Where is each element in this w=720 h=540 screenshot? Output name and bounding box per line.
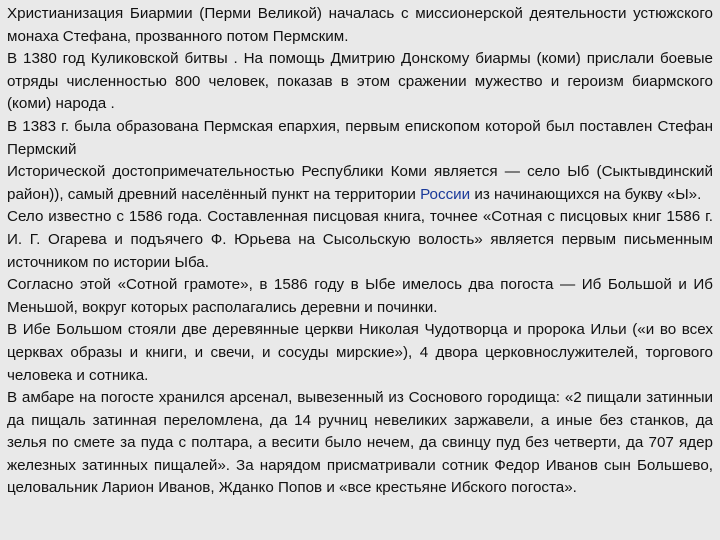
paragraph-village-yb-tail: из начинающихся на букву «Ы». (470, 185, 702, 203)
russia-link[interactable]: России (420, 185, 471, 203)
paragraph-christianization: Христианизация Биармии (Перми Великой) началась с миссионерской деятельности устюжского монаха Стефана, прозванного потом Пермским. (7, 5, 713, 45)
paragraph-village-yb-text: Исторической достопримечательностью Республики Коми является — село Ыб (Сыктывдинский район)), самый древний населённый пункт на территории (7, 163, 713, 203)
paragraph-perm-diocese: В 1383 г. была образована Пермская епархия, первым епископом которой был поставлен Стефан Пермский (7, 117, 713, 158)
paragraph-kulikovo-battle: В 1380 год Куликовской битвы . На помощь Дмитрию Донскому биармы (коми) прислали боевые отряды численностью 800 человек, показав в этом сражении мужество и героизм биармского (коми) народа . (7, 50, 713, 113)
paragraph-village-yb (7, 161, 713, 206)
paragraph-arsenal: В амбаре на погосте хранился арсенал, вывезенный из Соснового городища: «2 пищали затинныи да пищаль затинная переломлена, да 14 ручниц невеликих заржавели, а иные без станков, да зелья по смете за пуда с полтара, а весити было нечем, да свинцу пуд без четверти, да 707 ядер железных затинных пищалей». За нарядом присматривали сотник Федор Иванов сын Большево, целовальник Ларион Иванов, Жданко Попов и «все крестьяне Ибского погоста». (7, 389, 713, 497)
paragraph-churches: В Ибе Большом стояли две деревянные церкви Николая Чудотворца и пророка Ильи («и во всех церквах образы и книги, и свечи, и сосуды мирские»), 4 двора церковнослужителей, торгового человека и сотника. (7, 321, 713, 384)
article-text (7, 3, 713, 500)
paragraph-village-history: Село известно с 1586 года. Составленная писцовая книга, точнее «Сотная с писцовых книг 1586 г. И. Г. Огарева и подъячего Ф. Юрьева на Сысольскую волость» является первым письменным источником по истории Ыба. (7, 208, 713, 271)
paragraph-sotnaya-gramota: Согласно этой «Сотной грамоте», в 1586 году в Ыбе имелось два погоста — Иб Большой и Иб Меньшой, вокруг которых располагались деревни и починки. (7, 276, 713, 316)
